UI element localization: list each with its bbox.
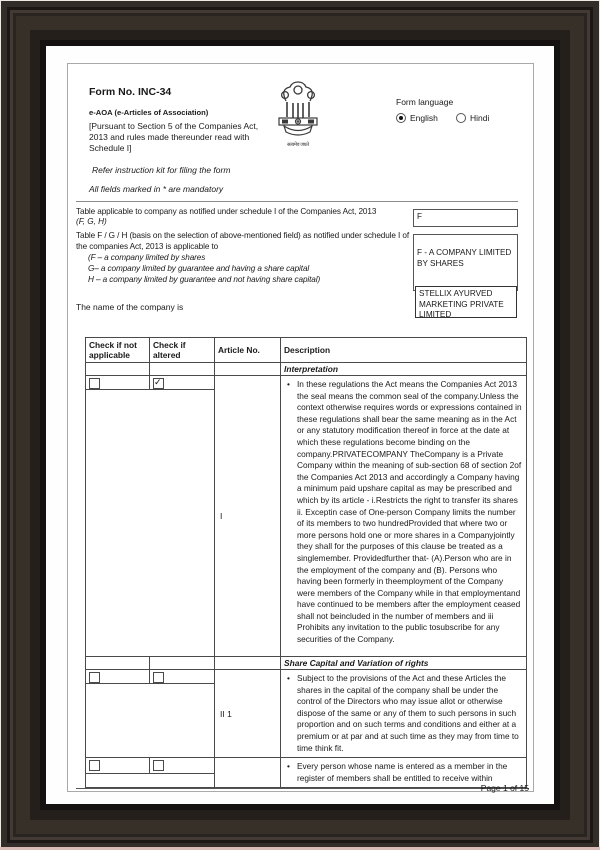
article-description: • Subject to the provisions of the Act and these Articles the shares in the capital of the company shall be under the control of the Directors who may issue allot or otherwise dispose of the same or any of them to such persons in such proportion and on such terms and conditions and either at a premium or at par and at such time as they may from time to time think fit.: [284, 673, 522, 754]
header-divider: [76, 201, 518, 202]
form-language-label: Form language: [396, 97, 454, 107]
radio-hindi-label: Hindi: [470, 113, 490, 123]
table-applicable-field[interactable]: F: [413, 209, 518, 227]
col-header-article-no: Article No.: [215, 338, 281, 363]
table-fgh-option-g: G– a company limited by guarantee and having a share capital: [88, 264, 310, 273]
table-fgh-field[interactable]: F - A COMPANY LIMITED BY SHARES: [413, 234, 518, 291]
checkbox-not-applicable[interactable]: [89, 760, 100, 771]
national-emblem-icon: [263, 81, 333, 141]
form-title: Form No. INC-34: [89, 86, 172, 98]
article-description: • In these regulations the Act means the Companies Act 2013 the seal means the common seal of the company.Unless the context otherwise requires words or expressions contained in these regulations shall bear the same meaning as in the Act or any statutory modification thereof in force at the date at which these regulations become binding on the company.PRIVATECOMPANY TheCompany is a Private Company within the meaning of sub-section 68 of section 2of the Companies Act 2013 and accordingly a Company having a minimum paid upshare capital as may be prescribed and which by its article - i.Restricts the right to transfer its shares ii. Exceptin case of One-person Company limits the number of its members to two hundredProvided that where two or more persons hold one or more shares in a Companyjointly they shall for the purposes of this clause be treated as a singlemember. Providedfurther that- (A).Person who are in the employment of the company and (B). Persons who having been formerly in theemployment of the Company were members of the Company while in that employmentand have continued to be members after the employment ceased shall not beincluded in the number of members and iii Prohibits any invitation to the public tosubscribe for any securities of the Company.: [284, 379, 522, 646]
table-fgh-option-f: (F – a company limited by shares: [88, 253, 206, 262]
language-option-hindi[interactable]: [456, 113, 489, 123]
table-row: [86, 670, 527, 684]
form-subtitle: e-AOA (e-Articles of Association): [89, 108, 209, 117]
checkbox-altered[interactable]: [153, 760, 164, 771]
section-row-interpretation: [86, 363, 527, 376]
refer-instruction-note: Refer instruction kit for filing the form: [92, 165, 231, 175]
article-no: II 1: [215, 670, 281, 758]
radio-hindi-icon[interactable]: [456, 113, 466, 123]
radio-english-label: English: [410, 113, 438, 123]
table-header-row: [86, 338, 527, 363]
emblem-caption: सत्यमेव जयते: [287, 142, 309, 148]
company-name-label: The name of the company is: [76, 302, 184, 312]
mandatory-fields-note: All fields marked in * are mandatory: [89, 184, 224, 194]
table-fgh-block: [76, 230, 412, 285]
table-fgh-label: Table F / G / H (basis on the selection of above-mentioned field) as notified under schedule I of the companies Act, 2013 is applicable to: [76, 231, 410, 251]
checkbox-not-applicable[interactable]: [89, 672, 100, 683]
section-title: Interpretation: [281, 363, 527, 376]
col-header-not-applicable: Check if not applicable: [86, 338, 150, 363]
radio-english-icon[interactable]: [396, 113, 406, 123]
article-no: I: [215, 376, 281, 657]
language-option-english[interactable]: [396, 113, 438, 123]
page-indicator: Page 1 of 15: [480, 783, 529, 793]
checkbox-altered[interactable]: [153, 378, 164, 389]
pursuant-note: [Pursuant to Section 5 of the Companies Act, 2013 and rules made thereunder read with Schedule I]: [89, 121, 259, 153]
section-row-share-capital: [86, 657, 527, 670]
col-header-altered: Check if altered: [150, 338, 215, 363]
form-page: [67, 63, 534, 792]
company-name-field[interactable]: STELLIX AYURVED MARKETING PRIVATE LIMITED: [415, 286, 517, 318]
table-row: [86, 758, 527, 774]
table-row: [86, 376, 527, 390]
table-applicable-suffix: (F, G, H): [76, 217, 107, 226]
col-header-description: Description: [281, 338, 527, 363]
checkbox-altered[interactable]: [153, 672, 164, 683]
table-fgh-option-h: H – a company limited by guarantee and not having share capital): [88, 275, 321, 284]
section-title: Share Capital and Variation of rights: [281, 657, 527, 670]
table-applicable-label: Table applicable to company as notified under schedule I of the Companies Act, 2013: [76, 207, 377, 216]
checkbox-not-applicable[interactable]: [89, 378, 100, 389]
article-description: • Every person whose name is entered as a member in the register of members shall be entitled to receive within: [284, 761, 522, 784]
articles-table: [85, 337, 527, 788]
